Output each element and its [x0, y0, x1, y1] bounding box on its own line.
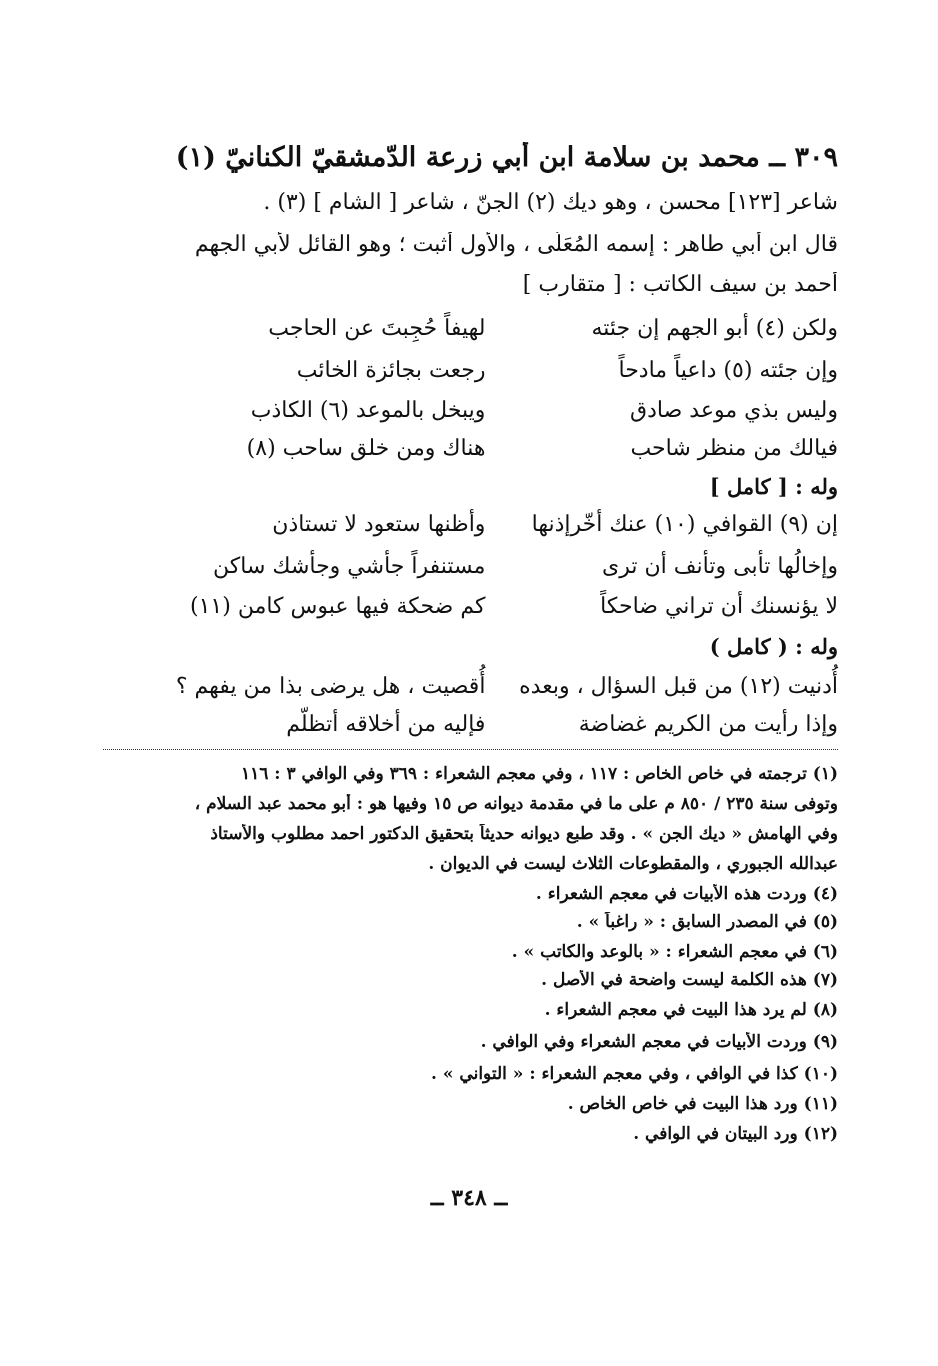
poem-intro: وله : ( كامل )	[709, 634, 838, 659]
verse-first-hemistich: إن (٩) القوافي (١٠) عنك أخّرإذنها	[531, 512, 838, 537]
verse-line	[160, 316, 838, 341]
verse-line	[160, 554, 838, 579]
footnote-line: (٤) وردت هذه الأبيات في معجم الشعراء .	[535, 884, 838, 904]
footnote-line: عبدالله الجبوري ، والمقطوعات الثلاث ليست في الديوان .	[428, 854, 838, 874]
verse-line	[160, 594, 838, 619]
verse-second-hemistich: هناك ومن خلق ساحب (٨)	[246, 436, 486, 461]
footnote-line: (١٢) ورد البيتان في الوافي .	[633, 1124, 838, 1144]
footnote-line: (٧) هذه الكلمة ليست واضحة في الأصل .	[541, 970, 838, 990]
verse-first-hemistich: ولكن (٤) أبو الجهم إن جئته	[591, 316, 838, 341]
verse-line	[160, 712, 838, 737]
verse-line	[160, 674, 838, 699]
verse-line	[160, 512, 838, 537]
footnote-line: (٩) وردت الأبيات في معجم الشعراء وفي الوافي .	[480, 1032, 838, 1052]
footnote-line: وفي الهامش « ديك الجن » . وقد طبع ديوانه حديثاً بتحقيق الدكتور احمد مطلوب والأستاذ	[210, 824, 838, 844]
page-number: ــ ٣٤٨ ــ	[430, 1185, 508, 1211]
entry-heading: ٣٠٩ ــ محمد بن سلامة ابن أبي زرعة الدّمشقيّ الكنانيّ (١)	[175, 142, 838, 173]
verse-line	[160, 398, 838, 423]
verse-first-hemistich: وليس بذي موعد صادق	[630, 398, 838, 423]
footnote-line: وتوفى سنة ٢٣٥ / ٨٥٠ م على ما في مقدمة ديوانه ص ١٥ وفيها هو : أبو محمد عبد السلام ،	[194, 794, 838, 814]
verse-first-hemistich: فيالك من منظر شاحب	[630, 436, 838, 461]
verse-first-hemistich: أُدنيت (١٢) من قبل السؤال ، وبعده	[519, 674, 838, 699]
footnote-line: (٨) لم يرد هذا البيت في معجم الشعراء .	[544, 1000, 838, 1020]
verse-second-hemistich: مستنفراً جأشي وجأشك ساكن	[213, 554, 486, 579]
verse-second-hemistich: أُقصيت ، هل يرضى بذا من يفهم ؟	[175, 674, 486, 699]
verse-second-hemistich: فإليه من أخلاقه أتظلّم	[286, 712, 486, 737]
footnote-line: (٦) في معجم الشعراء : « بالوعد والكاتب » .	[511, 942, 838, 962]
entry-prose-line: شاعر [١٢٣] محسن ، وهو ديك (٢) الجنّ ، شاعر [ الشام ] (٣) .	[263, 190, 838, 215]
footnote-line: (١١) ورد هذا البيت في خاص الخاص .	[567, 1094, 838, 1114]
verse-first-hemistich: لا يؤنسنك أن تراني ضاحكاً	[600, 594, 838, 619]
verse-second-hemistich: وأظنها ستعود لا تستاذن	[272, 512, 486, 537]
verse-line	[160, 436, 838, 461]
entry-prose-line: أحمد بن سيف الكاتب : [ متقارب ]	[522, 272, 838, 297]
verse-first-hemistich: وإخالُها تأبى وتأنف أن ترى	[602, 554, 838, 579]
verse-second-hemistich: رجعت بجائزة الخائب	[296, 358, 486, 383]
poem-intro: وله : [ كامل ]	[709, 474, 838, 499]
footnote-line: (٥) في المصدر السابق : « راغباً » .	[576, 912, 838, 932]
verse-second-hemistich: لهيفاً حُجِبتَ عن الحاجب	[268, 316, 486, 341]
footnote-line: (١) ترجمته في خاص الخاص : ١١٧ ، وفي معجم الشعراء : ٣٦٩ وفي الوافي ٣ : ١١٦	[240, 764, 838, 784]
verse-first-hemistich: وإذا رأيت من الكريم غضاضة	[578, 712, 838, 737]
verse-line	[160, 358, 838, 383]
entry-prose-line: قال ابن أبي طاهر : إسمه المُعَلّى ، والأول أثبت ؛ وهو القائل لأبي الجهم	[194, 232, 838, 257]
footnote-line: (١٠) كذا في الوافي ، وفي معجم الشعراء : « التواني » .	[431, 1064, 838, 1084]
verse-second-hemistich: ويبخل بالموعد (٦) الكاذب	[250, 398, 486, 423]
verse-first-hemistich: وإن جئته (٥) داعياً مادحاً	[618, 358, 838, 383]
footnote-divider	[103, 749, 838, 750]
verse-second-hemistich: كم ضحكة فيها عبوس كامن (١١)	[190, 594, 486, 619]
